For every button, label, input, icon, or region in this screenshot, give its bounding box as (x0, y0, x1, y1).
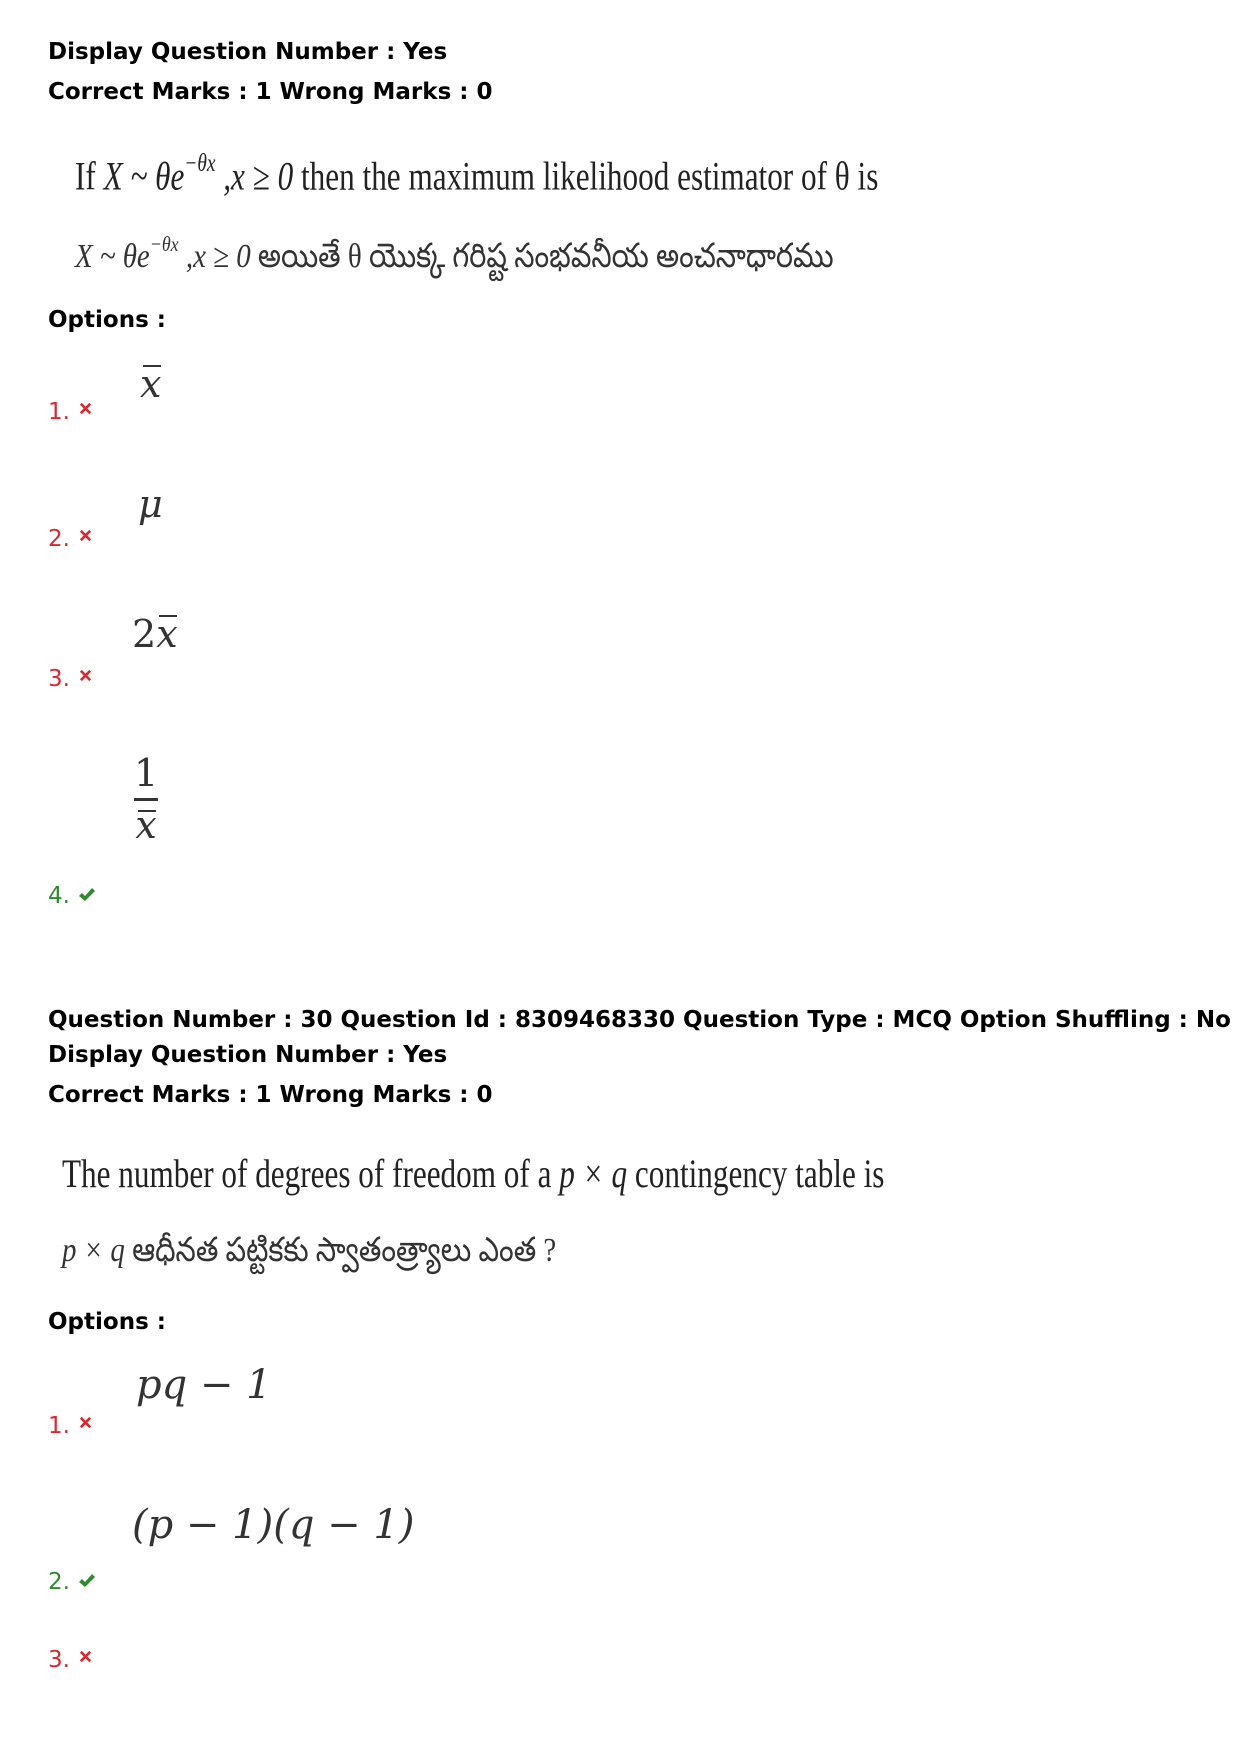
option-3-math: 2x (132, 612, 178, 656)
marks-info: Correct Marks : 1 Wrong Marks : 0 (48, 1082, 493, 1108)
check-icon (78, 1572, 96, 1590)
question-text-english: If X ~ $\theta e^{-\theta x}$ ,x ≥ 0 then the maximum likelihood estimator of θ is (75, 150, 879, 199)
option-3: 3. (48, 1646, 93, 1674)
display-question-number: Display Question Number : Yes (48, 39, 448, 65)
options-label: Options : (48, 1309, 166, 1335)
cross-icon (78, 1415, 93, 1430)
question-header: Question Number : 30 Question Id : 8309468330 Question Type : MCQ Option Shuffling : No (48, 1007, 1231, 1033)
cross-icon (78, 1649, 93, 1664)
option-1-math: x (140, 362, 162, 406)
option-4-math: $\frac{1}{x}$ (134, 751, 159, 847)
question-text-telugu: X ~ $\theta e^{-\theta x}$ ,x ≥ 0 అయితే θ యొక్క గరిష్ట సంభవనీయ అంచనాధారము (75, 232, 834, 275)
cross-icon (78, 668, 93, 683)
option-2-math: (p − 1)(q − 1) (132, 1502, 415, 1548)
question-text-english: The number of degrees of freedom of a p × q contingency table is (62, 1151, 885, 1196)
option-2-math: μ (138, 482, 163, 526)
marks-info: Correct Marks : 1 Wrong Marks : 0 (48, 79, 493, 105)
display-question-number: Display Question Number : Yes (48, 1042, 448, 1068)
option-2: 2. (48, 1568, 96, 1596)
option-1-math: pq − 1 (136, 1362, 272, 1408)
option-1: 1. (48, 398, 93, 426)
check-icon (78, 886, 96, 904)
option-2: 2. (48, 525, 93, 553)
question-text-telugu: p × q ఆధీనత పట్టికకు స్వాతంత్ర్యాలు ఎంత ? (62, 1232, 557, 1269)
option-3: 3. (48, 665, 93, 693)
option-1: 1. (48, 1412, 93, 1440)
cross-icon (78, 528, 93, 543)
option-4: 4. (48, 882, 96, 910)
cross-icon (78, 401, 93, 416)
options-label: Options : (48, 307, 166, 333)
